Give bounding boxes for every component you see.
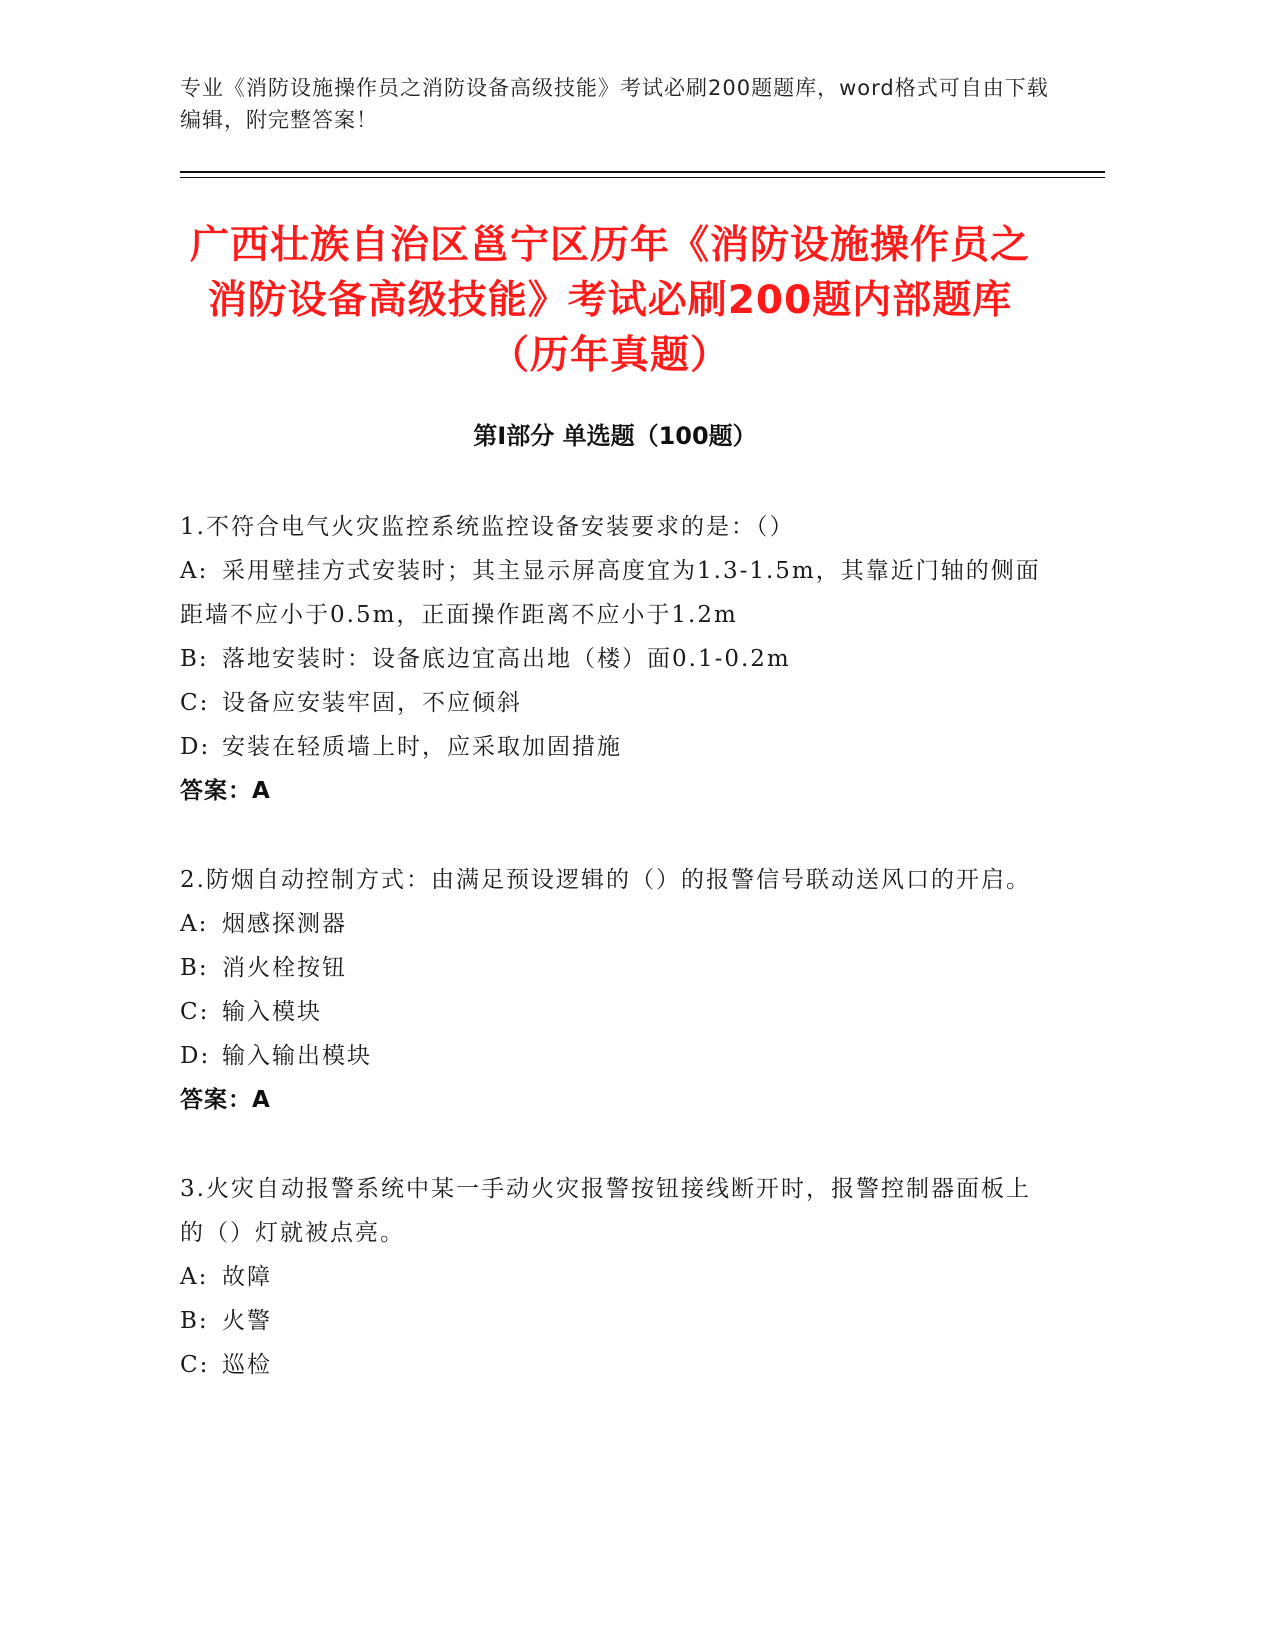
option-text: 烟感探测器 [222,911,347,937]
option-text: 故障 [222,1264,272,1290]
answer-option [180,1255,1050,1299]
answer-option [180,549,1050,637]
option-text: 设备应安装牢固，不应倾斜 [222,690,522,716]
question-answer: 答案：A [180,778,271,804]
question-stem: 3.火灾自动报警系统中某一手动火灾报警按钮接线断开时，报警控制器面板上的（）灯就被点亮。 [180,1176,1031,1246]
option-letter: A: [180,558,209,584]
option-text: 火警 [222,1308,272,1334]
header-divider-thin [180,177,1105,178]
question-stem: 1.不符合电气火灾监控系统监控设备安装要求的是：（） [180,514,795,540]
option-letter: C: [180,999,210,1025]
question-stem: 2.防烟自动控制方式：由满足预设逻辑的（）的报警信号联动送风口的开启。 [180,867,1031,893]
option-letter: B: [180,1308,209,1334]
section-heading: 第Ⅰ部分 单选题（100题） [473,422,757,450]
option-text: 消火栓按钮 [222,955,347,981]
option-text: 输入输出模块 [222,1043,372,1069]
question-item [180,858,1050,1122]
option-letter: A: [180,911,209,937]
answer-option [180,990,1050,1034]
option-text: 落地安装时：设备底边宜高出地（楼）面0.1-0.2m [222,646,791,672]
answer-option [180,637,1050,681]
answer-option [180,725,1050,769]
question-answer: 答案：A [180,1087,271,1113]
option-letter: B: [180,646,209,672]
answer-option [180,902,1050,946]
option-letter: A: [180,1264,209,1290]
answer-option [180,681,1050,725]
option-text: 安装在轻质墙上时，应采取加固措施 [222,734,622,760]
option-text: 巡检 [222,1352,272,1378]
header-note: 专业《消防设施操作员之消防设备高级技能》考试必刷200题题库，word格式可自由下载编辑，附完整答案！ [180,76,1049,132]
option-text: 采用壁挂方式安装时；其主显示屏高度宜为1.3-1.5m，其靠近门轴的侧面距墙不应小于0.5m，正面操作距离不应小于1.2m [180,558,1041,628]
option-letter: D: [180,734,211,760]
answer-option [180,1343,1050,1387]
option-letter: C: [180,1352,210,1378]
question-item [180,1167,1050,1387]
answer-option [180,1299,1050,1343]
question-item [180,505,1050,813]
document-title: 广西壮族自治区邕宁区历年《消防设施操作员之消防设备高级技能》考试必刷200题内部题库（历年真题） [189,223,1030,378]
option-letter: D: [180,1043,211,1069]
answer-option [180,1034,1050,1078]
option-letter: B: [180,955,209,981]
option-letter: C: [180,690,210,716]
header-divider-thick [180,171,1105,173]
option-text: 输入模块 [222,999,322,1025]
question-list [180,505,1050,1432]
answer-option [180,946,1050,990]
